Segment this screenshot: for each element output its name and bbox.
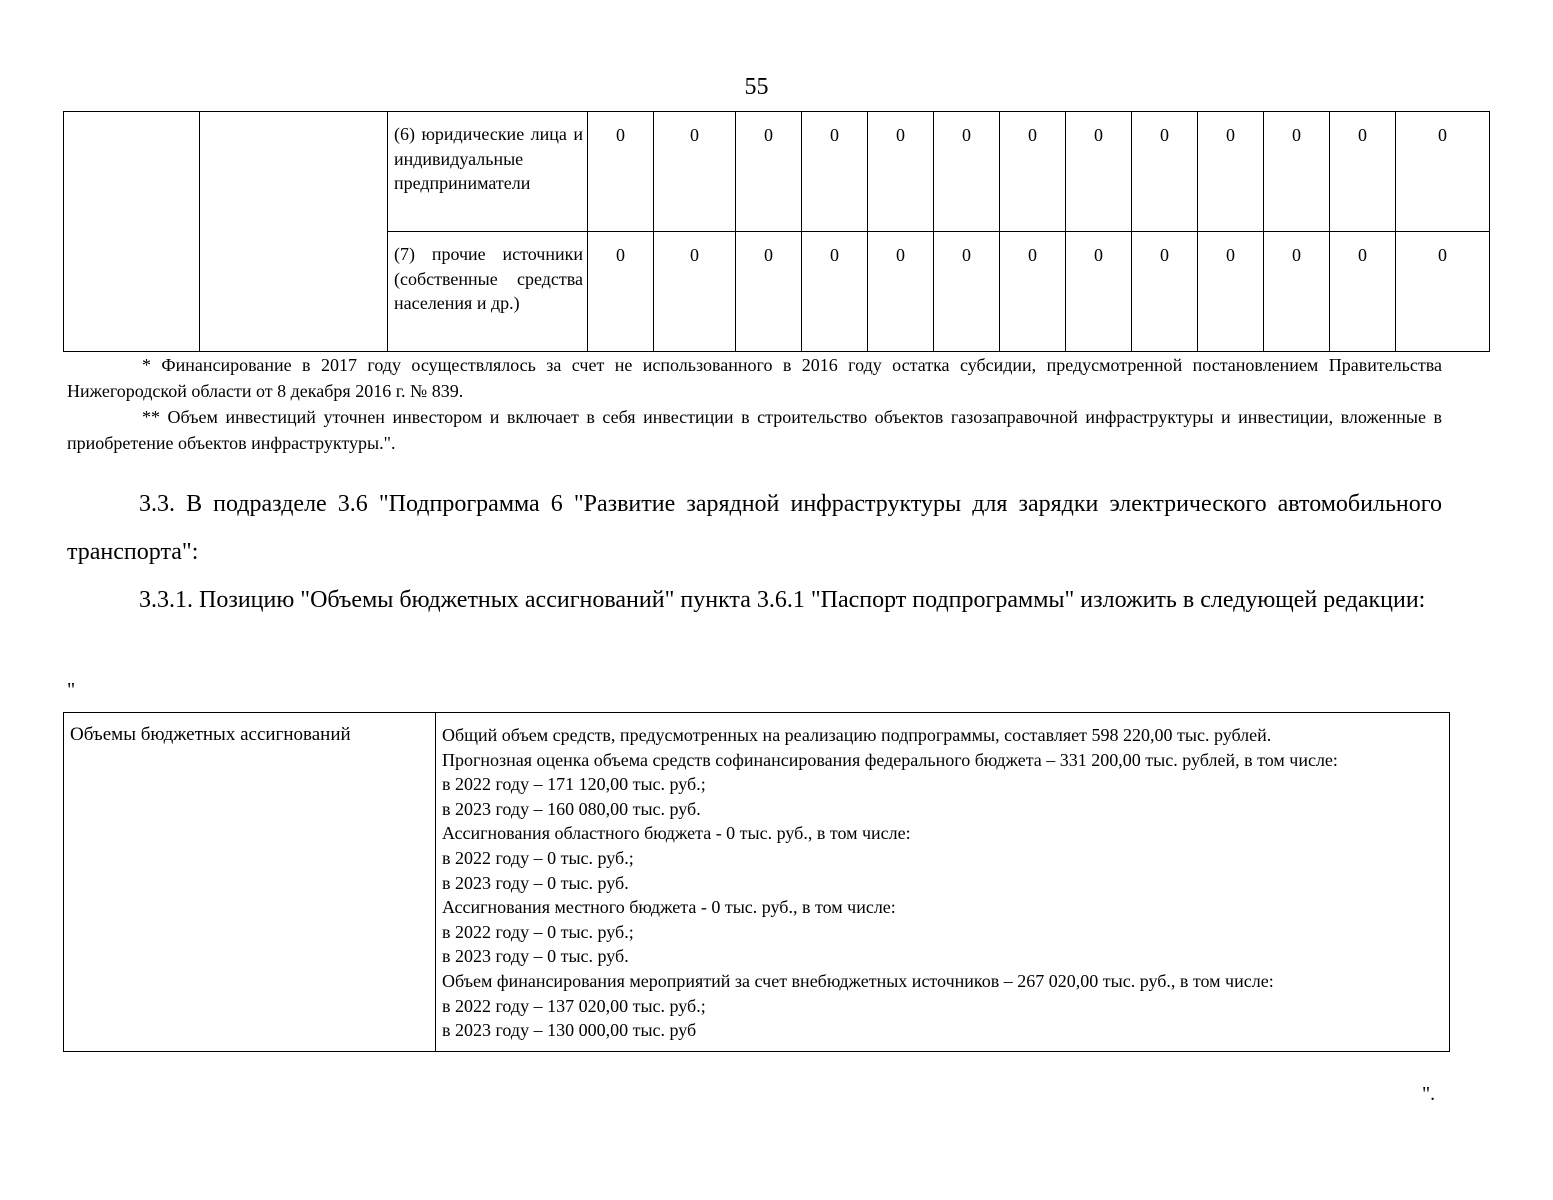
value-cell: 0 (934, 232, 1000, 352)
value-cell: 0 (868, 112, 934, 232)
page-number: 55 (744, 74, 769, 100)
value-cell: 0 (1330, 112, 1396, 232)
value-cell: 0 (934, 112, 1000, 232)
value-cell: 0 (588, 232, 654, 352)
value-cell: 0 (1132, 112, 1198, 232)
passport-line: в 2023 году – 0 тыс. руб. (442, 872, 629, 893)
paragraph-3-3-1: 3.3.1. Позицию "Объемы бюджетных ассигнований" пункта 3.6.1 "Паспорт подпрограммы" изложить в следующей редакции: (139, 587, 1426, 613)
table-row (64, 713, 1450, 1052)
financing-table (63, 111, 1490, 352)
value-cell: 0 (1198, 232, 1264, 352)
table-row (64, 112, 1490, 232)
param-value-cell (436, 713, 1450, 1052)
passport-line: в 2022 году – 0 тыс. руб.; (442, 921, 634, 942)
source-cell: (7) прочие источники (собственные средства населения и др.) (388, 232, 588, 352)
passport-line: в 2023 году – 0 тыс. руб. (442, 946, 629, 967)
value-cell: 0 (1198, 112, 1264, 232)
value-cell: 0 (1066, 232, 1132, 352)
value-cell: 0 (1396, 232, 1490, 352)
value-cell: 0 (1132, 232, 1198, 352)
passport-line: Объем финансирования мероприятий за счет внебюджетных источников – 267 020,00 тыс. руб., в том числе: (442, 970, 1274, 991)
passport-table (63, 712, 1450, 1052)
empty-cell (64, 112, 200, 352)
param-label-cell: Объемы бюджетных ассигнований (64, 713, 436, 1052)
value-cell: 0 (1066, 112, 1132, 232)
body-text (67, 480, 1442, 624)
value-cell: 0 (802, 232, 868, 352)
passport-line: в 2023 году – 160 080,00 тыс. руб. (442, 798, 701, 819)
value-cell: 0 (736, 112, 802, 232)
value-cell: 0 (868, 232, 934, 352)
value-cell: 0 (736, 232, 802, 352)
passport-line: Прогнозная оценка объема средств софинансирования федерального бюджета – 331 200,00 тыс. рублей, в том числе: (442, 749, 1338, 770)
footnote-investments: ** Объем инвестиций уточнен инвестором и включает в себя инвестиции в строительство объектов газозаправочной инфраструктуры и инвестиции, вложенные в приобретение объектов инфраструктуры.". (67, 407, 1442, 453)
source-cell: (6) юридические лица и индивидуальные предприниматели (388, 112, 588, 232)
value-cell: 0 (654, 112, 736, 232)
value-cell: 0 (1000, 232, 1066, 352)
value-cell: 0 (1330, 232, 1396, 352)
passport-line: в 2022 году – 137 020,00 тыс. руб.; (442, 995, 706, 1016)
open-quote: " (67, 679, 76, 701)
value-cell: 0 (802, 112, 868, 232)
value-cell: 0 (1264, 232, 1330, 352)
value-cell: 0 (1396, 112, 1490, 232)
empty-cell (200, 112, 388, 352)
passport-line: Ассигнования местного бюджета - 0 тыс. руб., в том числе: (442, 897, 896, 918)
passport-line: в 2022 году – 171 120,00 тыс. руб.; (442, 774, 706, 795)
value-cell: 0 (1000, 112, 1066, 232)
passport-line: Общий объем средств, предусмотренных на реализацию подпрограммы, составляет 598 220,00 тыс. рублей. (442, 725, 1272, 745)
close-quote: ". (1422, 1083, 1436, 1105)
footnote-financing-2017: * Финансирование в 2017 году осуществлялось за счет не использованного в 2016 году остатка субсидии, предусмотренной постановлением Правительства Нижегородской области от 8 декабря 2016 г. № 839. (67, 355, 1442, 401)
value-cell: 0 (1264, 112, 1330, 232)
paragraph-3-3: 3.3. В подразделе 3.6 "Подпрограмма 6 "Развитие зарядной инфраструктуры для зарядки электрического автомобильного транспорта": (67, 491, 1442, 565)
footnotes (67, 352, 1442, 456)
value-cell: 0 (654, 232, 736, 352)
passport-line: в 2022 году – 0 тыс. руб.; (442, 847, 634, 868)
value-cell: 0 (588, 112, 654, 232)
passport-line: в 2023 году – 130 000,00 тыс. руб (442, 1020, 697, 1041)
passport-line: Ассигнования областного бюджета - 0 тыс. руб., в том числе: (442, 823, 911, 844)
